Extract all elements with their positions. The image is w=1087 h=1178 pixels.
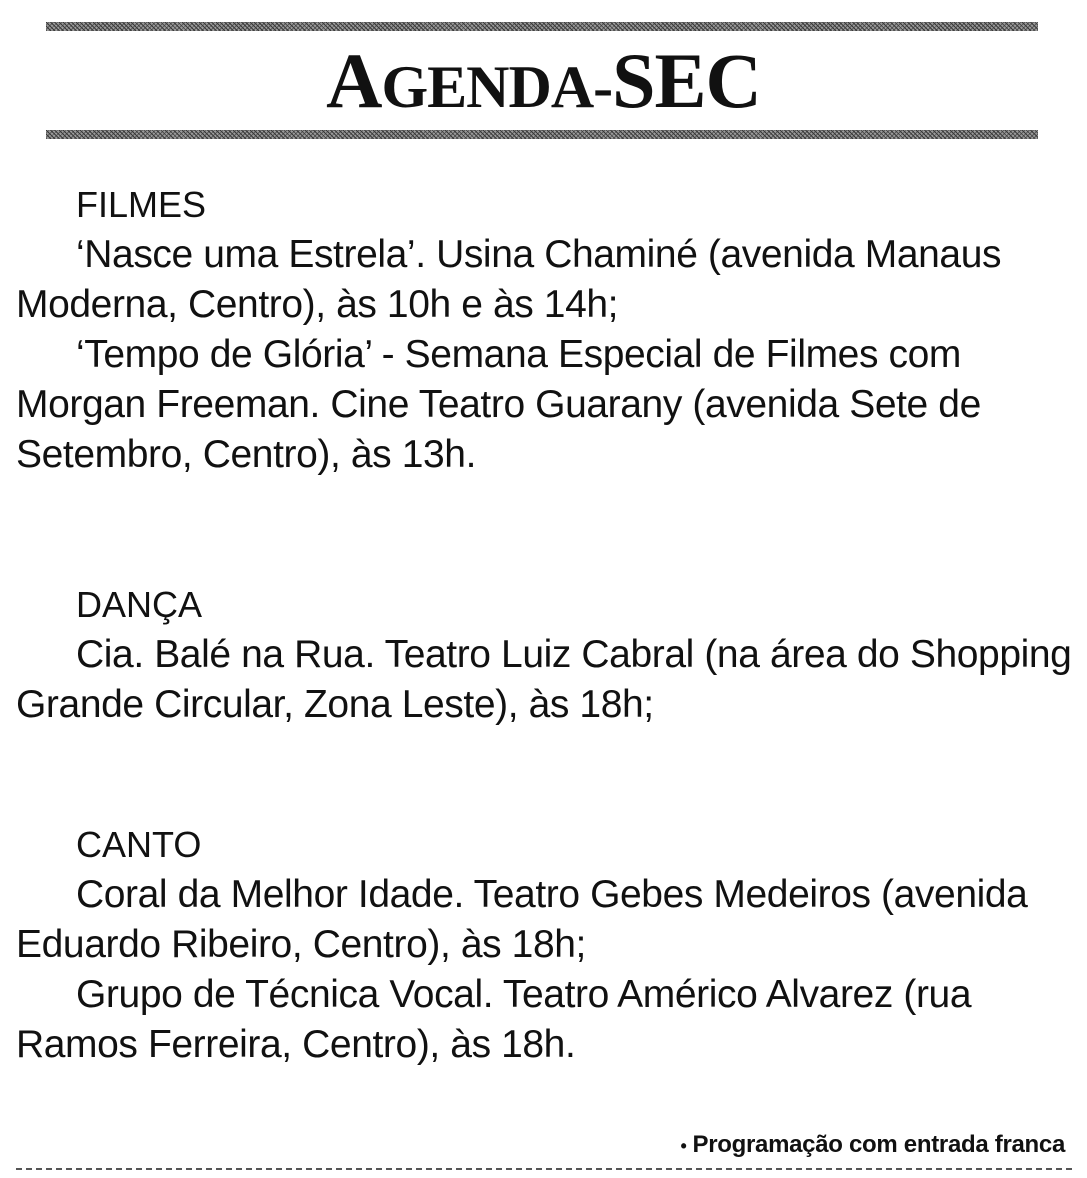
agenda-listing <box>16 180 1076 1070</box>
section-heading-danca: DANÇA <box>76 584 203 625</box>
bullet-icon: • <box>680 1136 687 1156</box>
title-underline-divider <box>46 130 1038 139</box>
section-heading-filmes: FILMES <box>76 184 207 225</box>
title-rest: GENDA <box>381 54 594 120</box>
event-entry-tecnica-vocal: Grupo de Técnica Vocal. Teatro Américo Alvarez (rua Ramos Ferreira, Centro), às 18h. <box>16 973 972 1066</box>
event-entry-coral-melhor-idade: Coral da Melhor Idade. Teatro Gebes Medeiros (avenida Eduardo Ribeiro, Centro), às 18h; <box>16 873 1028 966</box>
section-canto <box>16 820 1076 1070</box>
footnote-text: Programação com entrada franca <box>692 1131 1065 1158</box>
section-filmes <box>16 180 1076 480</box>
event-entry-tempo-de-gloria: ‘Tempo de Glória’ - Semana Especial de Filmes com Morgan Freeman. Cine Teatro Guarany (avenida Sete de Setembro, Centro), às 13h. <box>16 333 981 476</box>
section-heading-canto: CANTO <box>76 824 202 865</box>
event-entry-bale-na-rua: Cia. Balé na Rua. Teatro Luiz Cabral (na área do Shopping Grande Circular, Zona Leste), às 18h; <box>16 633 1072 726</box>
title-suffix: SEC <box>612 37 761 124</box>
bottom-divider <box>16 1168 1076 1170</box>
event-entry-nasce-uma-estrela: ‘Nasce uma Estrela’. Usina Chaminé (avenida Manaus Moderna, Centro), às 10h e às 14h; <box>16 233 1002 326</box>
title-separator: - <box>593 54 613 120</box>
page-title <box>0 36 1087 132</box>
footnote <box>681 1130 1066 1161</box>
top-divider <box>46 22 1038 31</box>
section-spacer <box>16 480 1076 580</box>
section-danca <box>16 580 1076 730</box>
title-first-letter: A <box>326 37 382 124</box>
section-spacer <box>16 730 1076 820</box>
